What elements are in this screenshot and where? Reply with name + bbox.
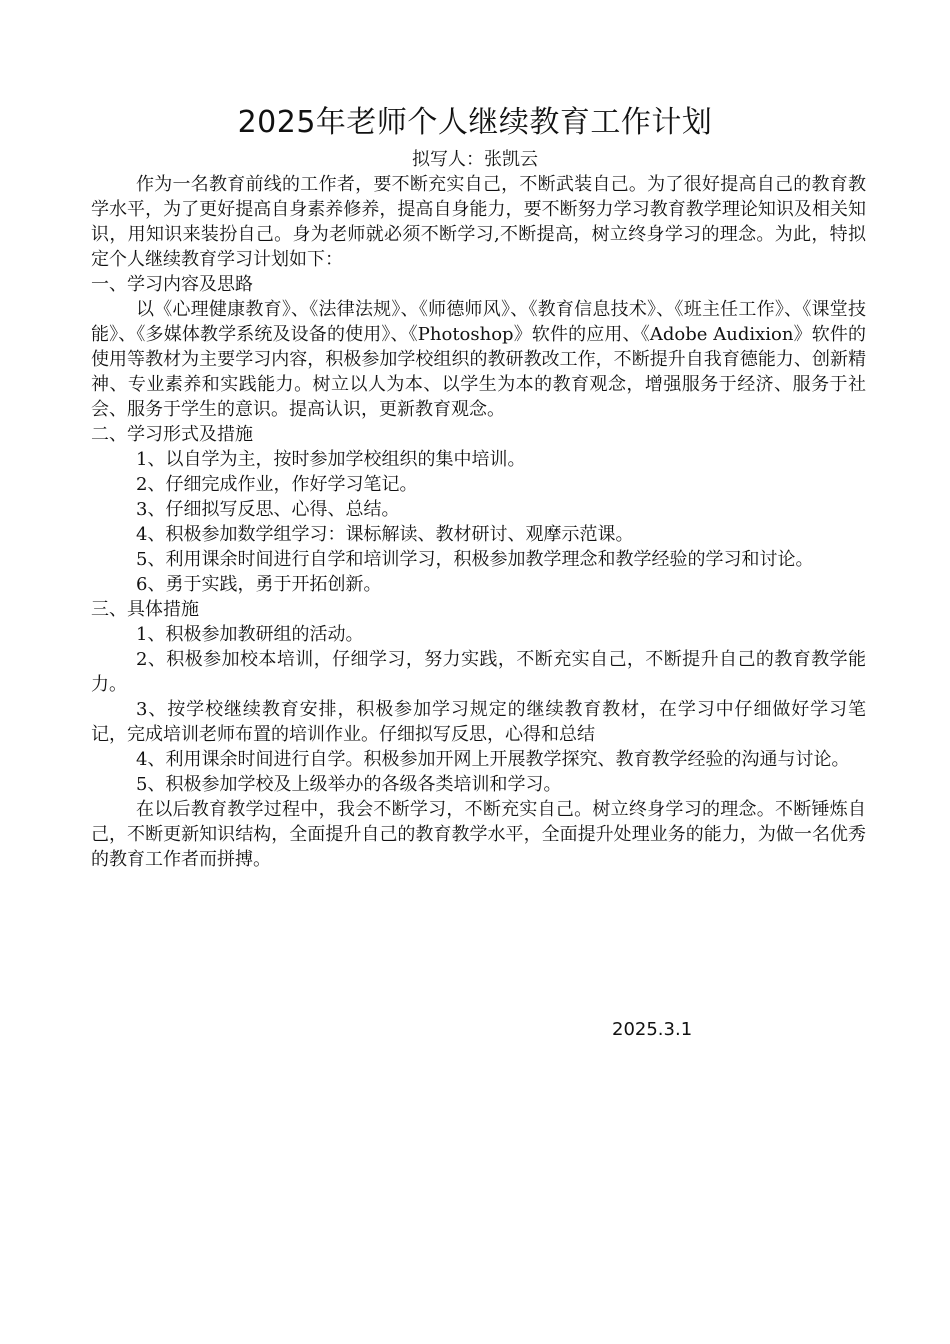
document-body [91,172,866,872]
list-item: 1、积极参加教研组的活动。 [136,624,364,645]
list-item: 4、利用课余时间进行自学。积极参加开网上开展教学探究、教育教学经验的沟通与讨论。 [136,749,850,770]
document-title: 2025年老师个人继续教育工作计划 [237,105,713,140]
list-item: 2、仔细完成作业，作好学习笔记。 [136,474,418,495]
list-item: 4、积极参加数学组学习：课标解读、教材研讨、观摩示范课。 [136,524,634,545]
body-paragraph: 作为一名教育前线的工作者，要不断充实自己，不断武装自己。为了很好提高自己的教育教学水平，为了更好提高自身素养修养，提高自身能力，要不断努力学习教育教学理论知识及相关知识，用知识来装扮自己。身为老师就必须不断学习,不断提高，树立终身学习的理念。为此，特拟定个人继续教育学习计划如下： [91,174,866,270]
list-item: 3、仔细拟写反思、心得、总结。 [136,499,400,520]
section-heading: 三、具体措施 [91,599,199,620]
closing-paragraph: 在以后教育教学过程中，我会不断学习，不断充实自己。树立终身学习的理念。不断锤炼自己，不断更新知识结构，全面提升自己的教育教学水平，全面提升处理业务的能力，为做一名优秀的教育工作者而拼搏。 [91,799,866,870]
list-item: 2、积极参加校本培训，仔细学习，努力实践，不断充实自己，不断提升自己的教育教学能力。 [91,649,866,695]
list-item: 6、勇于实践，勇于开拓创新。 [136,574,382,595]
body-paragraph: 以《心理健康教育》、《法律法规》、《师德师风》、《教育信息技术》、《班主任工作》、《课堂技能》、《多媒体教学系统及设备的使用》、《Photoshop》软件的应用、《Adobe Audixion》软件的使用等教材为主要学习内容，积极参加学校组织的教研教改工作，不断提升自我育德能力、创新精神、专业素养和实践能力。树立以人为本、以学生为本的教育观念，增强服务于经济、服务于社会、服务于学生的意识。提高认识，更新教育观念。 [91,299,866,420]
section-heading: 二、学习形式及措施 [91,424,253,445]
document-date: 2025.3.1 [612,1019,693,1040]
section-heading: 一、学习内容及思路 [91,274,253,295]
list-item: 5、积极参加学校及上级举办的各级各类培训和学习。 [136,774,562,795]
list-item: 3、按学校继续教育安排，积极参加学习规定的继续教育教材，在学习中仔细做好学习笔记，完成培训老师布置的培训作业。仔细拟写反思，心得和总结 [91,699,866,745]
list-item: 1、以自学为主，按时参加学校组织的集中培训。 [136,449,526,470]
list-item: 5、利用课余时间进行自学和培训学习，积极参加教学理念和教学经验的学习和讨论。 [136,549,814,570]
document-author: 拟写人：张凯云 [412,149,538,170]
